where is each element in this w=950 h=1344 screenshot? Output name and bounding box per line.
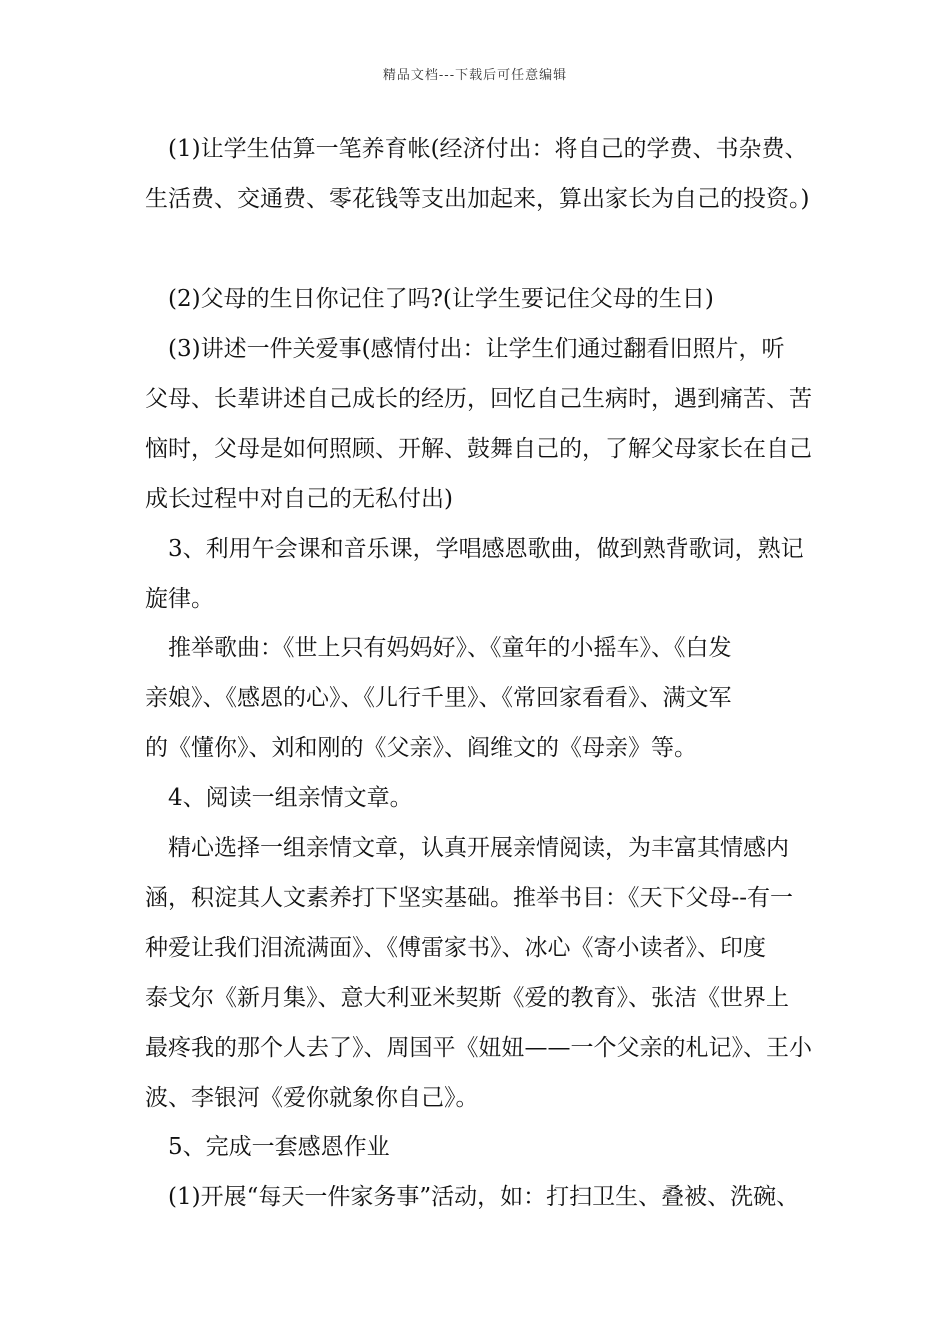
text-line: (1)开展“每天一件家务事”活动，如：打扫卫生、叠被、洗碗、	[145, 1184, 800, 1210]
text-line: 成长过程中对自己的无私付出)	[145, 486, 453, 512]
paragraph-9	[145, 1172, 825, 1222]
text-line: (1)让学生估算一笔养育帐(经济付出：将自己的学费、书杂费、	[145, 136, 808, 162]
paragraph-5	[145, 623, 825, 773]
text-line: 种爱让我们泪流满面》、《傅雷家书》、冰心《寄小读者》、印度	[145, 935, 766, 961]
paragraph-4	[145, 524, 825, 624]
page-header: 精品文档---下载后可任意编辑	[382, 68, 568, 83]
paragraph-2	[145, 274, 825, 324]
text-line: 4、阅读一组亲情文章。	[145, 785, 413, 811]
paragraph-7	[145, 823, 825, 1123]
text-line: 泰戈尔《新月集》、意大利亚米契斯《爱的教育》、张洁《世界上	[145, 985, 789, 1011]
text-line: (2)父母的生日你记住了吗?(让学生要记住父母的生日)	[145, 286, 714, 312]
text-line: 的《懂你》、刘和刚的《父亲》、阎维文的《母亲》等。	[145, 735, 697, 761]
paragraph-8	[145, 1122, 825, 1172]
text-line: 涵，积淀其人文素养打下坚实基础。推举书目：《天下父母--有一	[145, 885, 794, 911]
text-line: 最疼我的那个人去了》、周国平《妞妞——一个父亲的札记》、王小	[145, 1035, 812, 1061]
text-line: 生活费、交通费、零花钱等支出加起来，算出家长为自己的投资。)	[145, 186, 810, 212]
paragraph-6	[145, 773, 825, 823]
paragraph-3	[145, 324, 825, 524]
paragraph-1	[145, 124, 825, 224]
text-line: 推举歌曲：《世上只有妈妈好》、《童年的小摇车》、《白发	[145, 635, 732, 661]
text-line: 波、李银河《爱你就象你自己》。	[145, 1085, 479, 1111]
text-line: (3)讲述一件关爱事(感情付出：让学生们通过翻看旧照片，听	[145, 336, 785, 362]
text-line: 父母、长辈讲述自己成长的经历，回忆自己生病时，遇到痛苦、苦	[145, 386, 812, 412]
text-line: 精心选择一组亲情文章，认真开展亲情阅读，为丰富其情感内	[145, 835, 789, 861]
text-line: 旋律。	[145, 586, 214, 612]
text-line: 恼时，父母是如何照顾、开解、鼓舞自己的，了解父母家长在自己	[145, 436, 812, 462]
text-line: 3、利用午会课和音乐课，学唱感恩歌曲，做到熟背歌词，熟记	[145, 536, 804, 562]
text-line: 亲娘》、《感恩的心》、《儿行千里》、《常回家看看》、满文军	[145, 685, 732, 711]
text-line: 5、完成一套感恩作业	[145, 1134, 390, 1160]
